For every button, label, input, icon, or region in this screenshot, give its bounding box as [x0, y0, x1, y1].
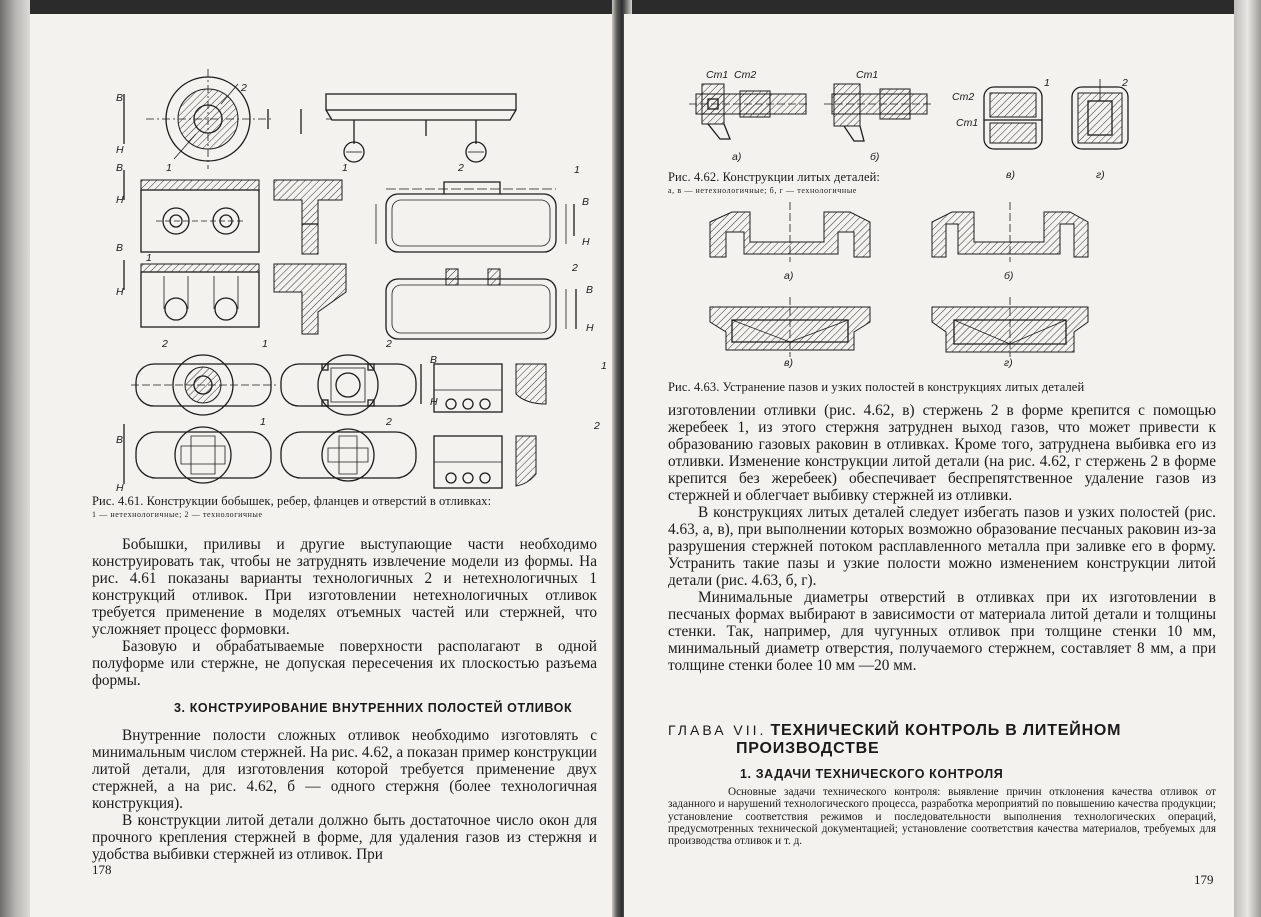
- figure-4-62-caption: Рис. 4.62. Конструкции литых деталей:: [668, 170, 880, 184]
- cross-flange-drawing-4: [281, 429, 416, 481]
- plate-two-holes-drawing: [141, 180, 259, 252]
- section-g-drawing: [932, 297, 1088, 357]
- small-paragraph: Основные задачи технического контроля: выявление причин отклонения качества отливок от заданного и нарушений технологического процесса, разработка мероприятий по повышению качества продукции; установление соответствия режимов и последовательности выполнения технологических операций, предусмотренных технической документацией; установление соответствия качества материалов, требуемых для производства отливок и т. д.: [668, 786, 1216, 848]
- cross-flange-drawing-3: [136, 427, 271, 483]
- chapter-title-line-1: ТЕХНИЧЕСКИЙ КОНТРОЛЬ В ЛИТЕЙНОМ: [770, 722, 1122, 739]
- right-body-text: [668, 402, 1216, 674]
- label-H: Н: [582, 236, 590, 248]
- chapter-title-line-2: ПРОИЗВОДСТВЕ: [736, 740, 880, 757]
- page-number: 179: [1194, 872, 1214, 887]
- casting-g-drawing: [1072, 79, 1128, 149]
- right-page-edge: [1234, 0, 1261, 917]
- label-B: В: [116, 162, 124, 174]
- label-st1: Ст1: [706, 69, 729, 81]
- figure-4-62-drawing: [684, 69, 1134, 184]
- label-H: Н: [116, 144, 124, 156]
- label-2: 2: [1122, 77, 1128, 89]
- label-2: 2: [162, 338, 168, 350]
- t-profile-drawing: [274, 180, 342, 254]
- bracket-drawing-1: [434, 364, 546, 412]
- label-st2: Ст2: [734, 69, 757, 81]
- casting-v-drawing: [984, 87, 1042, 149]
- section-v-drawing: [710, 297, 870, 357]
- figure-4-61-caption-sub: 1 — нетехнологичные; 2 — технологичные: [92, 510, 263, 519]
- box-section-drawing-1: [376, 182, 574, 252]
- label-1: 1: [166, 162, 172, 174]
- label-1: 1: [146, 252, 152, 264]
- paragraph: Бобышки, приливы и другие выступающие части необходимо конструировать так, чтобы не затруднять извлечение модели из формы. На рис. 4.61 показаны варианты технологичных 2 и нетехнологичных 1 конструкций отливок. При изготовлении нетехнологичных отливок требуется применение в моделях отъемных частей или стержней, что усложняет процесс формовки.: [92, 536, 597, 638]
- paragraph: Минимальные диаметры отверстий в отливках при их изготовлении в песчаных формах выбирают в зависимости от материала литой детали и толщины стенки. Так, например, для чугунных отливок при толщине стенки 10 мм, минимальный диаметр отверстия, получаемого стержнем, составляет 8 мм, а при толщине стенки более 10 мм —20 мм.: [668, 589, 1216, 674]
- label-g: г): [1096, 169, 1105, 181]
- figure-4-61-drawing: [96, 64, 596, 494]
- label-B: В: [430, 354, 438, 366]
- label-B: В: [586, 284, 594, 296]
- label-B: В: [116, 434, 124, 446]
- label-1: 1: [601, 360, 607, 372]
- label-2: 2: [594, 420, 600, 432]
- chapter-prefix: ГЛАВА VII.: [668, 722, 767, 738]
- figure-4-61: [96, 64, 607, 494]
- paragraph: В конструкциях литых деталей следует избегать пазов и узких полостей (рис. 4.63, а, в), при выполнении которых возможно образование песчаных раковин из-за разрушения стержней потоком расплавленного металла при заливке его в форму. Устранить такие пазы и узкие полости можно изменением конструкции литой детали (рис. 4.63, б, г).: [668, 504, 1216, 589]
- figure-4-61-caption: Рис. 4.61. Конструкции бобышек, ребер, фланцев и отверстий в отливках:: [92, 494, 492, 508]
- section-heading: 1. ЗАДАЧИ ТЕХНИЧЕСКОГО КОНТРОЛЯ: [740, 767, 1004, 781]
- section-heading: 3. КОНСТРУИРОВАНИЕ ВНУТРЕННИХ ПОЛОСТЕЙ ОТЛИВОК: [174, 701, 573, 715]
- cross-flange-drawing-2: [281, 355, 416, 415]
- label-H: Н: [116, 482, 124, 494]
- label-st1: Ст1: [856, 69, 879, 81]
- cross-flange-drawing-1: [131, 355, 276, 415]
- label-g: г): [1004, 357, 1013, 369]
- casting-b-drawing: [824, 84, 934, 141]
- figure-4-63: [684, 202, 1154, 377]
- label-1: 1: [1044, 77, 1050, 89]
- label-1: 1: [260, 416, 266, 428]
- label-H: Н: [586, 322, 594, 334]
- page-number: 178: [92, 862, 112, 877]
- label-v: в): [1006, 169, 1015, 181]
- left-page-edge: [0, 0, 30, 917]
- label-2: 2: [458, 162, 464, 174]
- label-B: В: [116, 242, 124, 254]
- left-body-text: [92, 536, 597, 689]
- figure-4-62-caption-sub: а, в — нетехнологичные; б, г — технологичные: [668, 186, 857, 195]
- label-B: В: [582, 196, 590, 208]
- label-v: в): [784, 357, 793, 369]
- section-b-drawing: [932, 202, 1088, 262]
- label-H: Н: [116, 286, 124, 298]
- page-178: [30, 14, 618, 917]
- label-a: а): [784, 270, 794, 282]
- paragraph: В конструкции литой детали должно быть достаточное число окон для прочного крепления стержней в форме, для удаления газов из стержня и удобства выбивки стержней из отливок. При: [92, 812, 597, 863]
- box-section-drawing-2: [386, 269, 576, 339]
- label-H: Н: [116, 194, 124, 206]
- chapter-heading: [668, 722, 1121, 740]
- plate-bosses-drawing: [141, 264, 259, 327]
- label-2: 2: [241, 82, 247, 94]
- figure-4-63-caption: Рис. 4.63. Устранение пазов и узких полостей в конструкциях литых деталей: [668, 380, 1085, 394]
- label-2: 2: [386, 338, 392, 350]
- figure-4-62: [684, 69, 1134, 184]
- figure-4-63-drawing: [684, 202, 1154, 377]
- casting-a-drawing: [689, 84, 809, 139]
- left-section-text: [92, 727, 597, 863]
- paragraph: Внутренние полости сложных отливок необходимо изготовлять с минимальным числом стержней. На рис. 4.62, а показан пример конструкции литой детали, для изготовления которой требуется применение двух стержней, а на рис. 4.62, б — одного стержня (более технологичная конструкция).: [92, 727, 597, 812]
- label-1: 1: [342, 162, 348, 174]
- paragraph: Базовую и обрабатываемые поверхности располагают в одной полуформе или стержне, не допуская пересечения их плоскостью разъема формы.: [92, 638, 597, 689]
- flange-ribs-drawing: [301, 94, 516, 162]
- label-2: 2: [386, 416, 392, 428]
- boss-round-drawing: [146, 69, 271, 169]
- label-2: 2: [572, 262, 578, 274]
- label-a: а): [732, 151, 742, 163]
- paragraph: изготовлении отливки (рис. 4.62, в) стержень 2 в форме крепится с помощью жеребеек 1, из этого стержня затруднен выход газов, что может привести к образованию газовых раковин в отливках. Кроме того, затруднена выбивка его из отливки. Изменение конструкции литой детали (на рис. 4.62, г стержень 2 в форме крепится без жеребеек) обеспечивает беспрепятственное удаление газов из стержней и облегчает выбивку стержней из отливки.: [668, 402, 1216, 504]
- label-st1: Ст1: [956, 117, 979, 129]
- label-b: б): [1004, 270, 1014, 282]
- section-a-drawing: [710, 202, 870, 262]
- page-179: [624, 14, 1234, 917]
- t-profile-drawing-2: [274, 264, 346, 334]
- bracket-drawing-2: [434, 436, 536, 488]
- label-st2: Ст2: [952, 91, 975, 103]
- label-B: В: [116, 92, 124, 104]
- label-1: 1: [262, 338, 268, 350]
- label-b: б): [870, 151, 880, 163]
- label-H: Н: [430, 396, 438, 408]
- label-1: 1: [574, 164, 580, 176]
